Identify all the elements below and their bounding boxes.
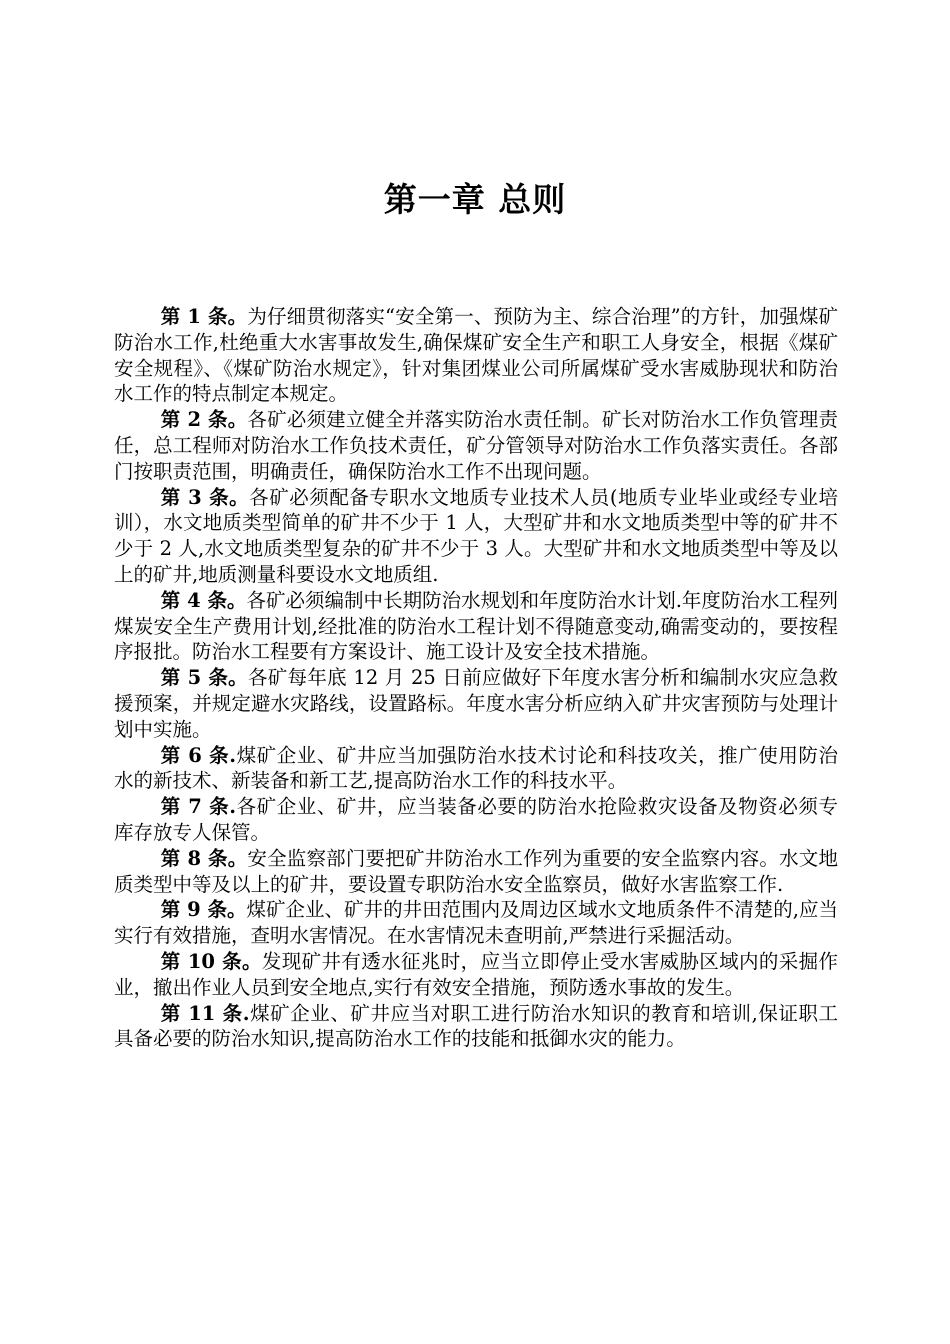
article-6 bbox=[114, 743, 838, 795]
article-10-label: 第 10 条。 bbox=[160, 949, 262, 973]
article-1 bbox=[114, 304, 838, 407]
article-6-label: 第 6 条. bbox=[160, 743, 236, 767]
article-1-text: 为仔细贯彻落实“安全第一、预防为主、综合治理”的方针，加强煤矿防治水工作,杜绝重大水害事故发生,确保煤矿安全生产和职工人身安全，根据《煤矿安全规程》、《煤矿防治水规定》，针对集团煤业公司所属煤矿受水害威胁现状和防治水工作的特点制定本规定。 bbox=[114, 305, 838, 406]
article-3 bbox=[114, 485, 838, 588]
article-2 bbox=[114, 407, 838, 484]
article-10 bbox=[114, 949, 838, 1001]
chapter-title: 第一章 总则 bbox=[383, 180, 567, 219]
article-11 bbox=[114, 1001, 838, 1053]
article-3-label: 第 3 条。 bbox=[160, 485, 250, 509]
article-11-text: 煤矿企业、矿井应当对职工进行防治水知识的教育和培训,保证职工具备必要的防治水知识,提高防治水工作的技能和抵御水灾的能力。 bbox=[114, 1001, 838, 1051]
article-7 bbox=[114, 794, 838, 846]
article-9 bbox=[114, 897, 838, 949]
article-10-text: 发现矿井有透水征兆时，应当立即停止受水害威胁区域内的采掘作业，撤出作业人员到安全地点,实行有效安全措施，预防透水事故的发生。 bbox=[114, 949, 838, 999]
article-1-label: 第 1 条。 bbox=[160, 305, 248, 328]
article-2-label: 第 2 条。 bbox=[160, 408, 248, 432]
article-9-label: 第 9 条。 bbox=[160, 898, 247, 922]
article-list bbox=[114, 304, 838, 1052]
article-2-text: 各矿必须建立健全并落实防治水责任制。矿长对防治水工作负管理责任，总工程师对防治水工作负技术责任，矿分管领导对防治水工作负落实责任。各部门按职责范围，明确责任，确保防治水工作不出现问题。 bbox=[114, 408, 838, 483]
article-8-text: 安全监察部门要把矿井防治水工作列为重要的安全监察内容。水文地质类型中等及以上的矿井，要设置专职防治水安全监察员，做好水害监察工作. bbox=[114, 846, 838, 896]
article-8-label: 第 8 条。 bbox=[160, 846, 248, 870]
article-4-label: 第 4 条。 bbox=[160, 588, 247, 612]
article-5-label: 第 5 条。 bbox=[160, 666, 248, 690]
article-7-text: 各矿企业、矿井，应当装备必要的防治水抢险救灾设备及物资必须专库存放专人保管。 bbox=[114, 795, 838, 844]
article-5-text: 各矿每年底 12 月 25 日前应做好下年度水害分析和编制水灾应急救援预案，并规定避水灾路线，设置路标。年度水害分析应纳入矿井灾害预防与处理计划中实施。 bbox=[114, 666, 838, 741]
article-4 bbox=[114, 588, 838, 665]
article-8 bbox=[114, 846, 838, 898]
article-11-label: 第 11 条. bbox=[160, 1001, 250, 1025]
article-7-label: 第 7 条. bbox=[160, 795, 236, 819]
article-5 bbox=[114, 665, 838, 742]
article-3-text: 各矿必须配备专职水文地质专业技术人员(地质专业毕业或经专业培训），水文地质类型简单的矿井不少于 1 人，大型矿井和水文地质类型中等的矿井不少于 2 人,水文地质类型复杂的矿井不少于 3 人。大型矿井和水文地质类型中等及以上的矿井,地质测量科要设水文地质组. bbox=[114, 485, 838, 586]
article-4-text: 各矿必须编制中长期防治水规划和年度防治水计划.年度防治水工程列煤炭安全生产费用计划,经批准的防治水工程计划不得随意变动,确需变动的，要按程序报批。防治水工程要有方案设计、施工设计及安全技术措施。 bbox=[114, 588, 838, 664]
article-9-text: 煤矿企业、矿井的井田范围内及周边区域水文地质条件不清楚的,应当实行有效措施，查明水害情况。在水害情况未查明前,严禁进行采掘活动。 bbox=[114, 898, 838, 948]
article-6-text: 煤矿企业、矿井应当加强防治水技术讨论和科技攻关，推广使用防治水的新技术、新装备和新工艺,提高防治水工作的科技水平。 bbox=[114, 743, 838, 793]
